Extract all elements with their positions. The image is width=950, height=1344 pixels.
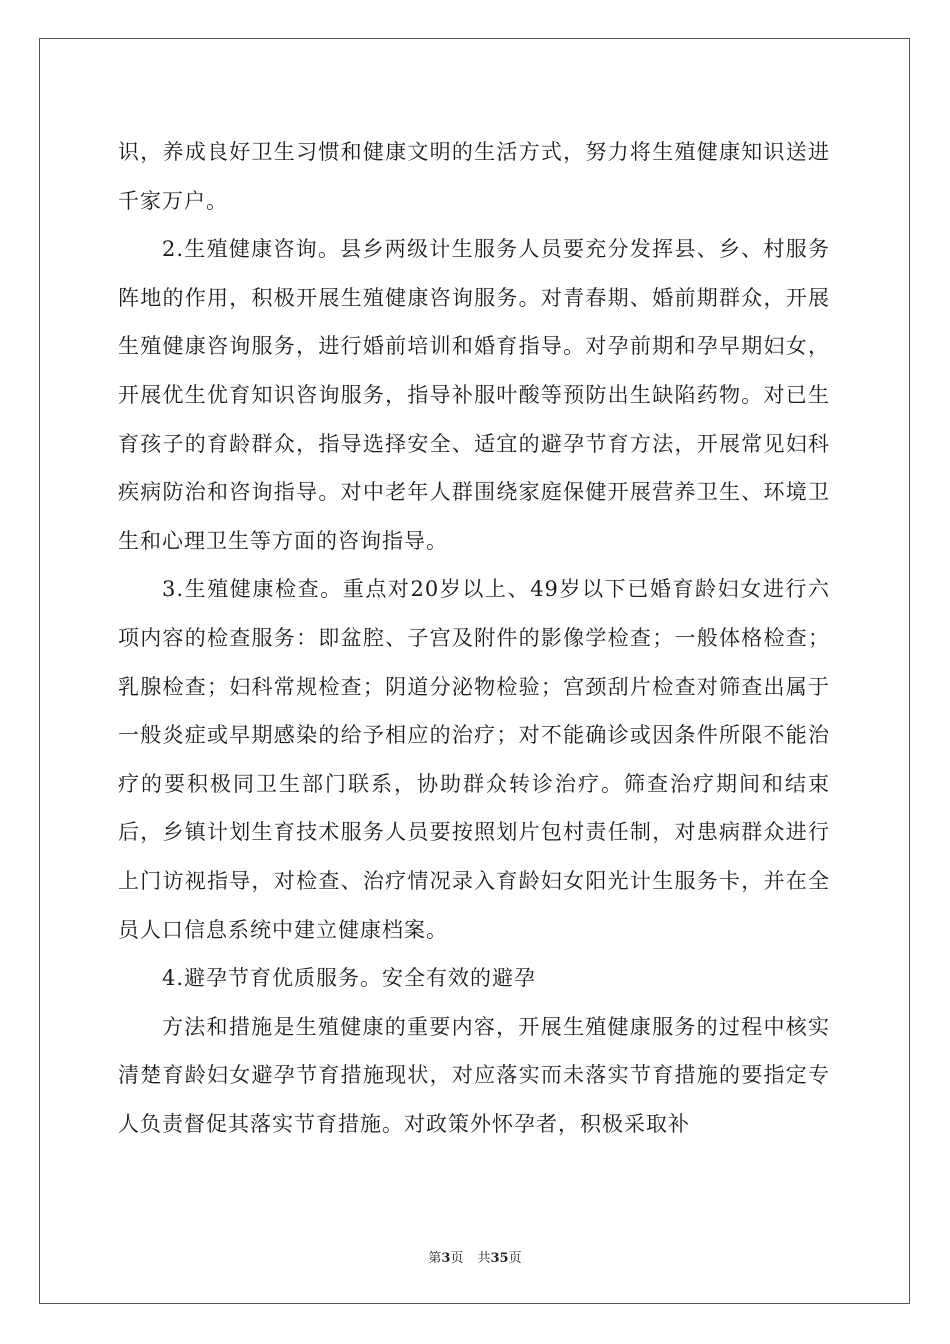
page-prefix: 第 [428,1251,442,1266]
paragraph-2: 2.生殖健康咨询。县乡两级计生服务人员要充分发挥县、乡、村服务阵地的作用，积极开展生殖健康咨询服务。对青春期、婚前期群众，开展生殖健康咨询服务，进行婚前培训和婚育指导。对孕前期和孕早期妇女，开展优生优育知识咨询服务，指导补服叶酸等预防出生缺陷药物。对已生育孩子的育龄群众，指导选择安全、适宜的避孕节育方法，开展常见妇科疾病防治和咨询指导。对中老年人群围绕家庭保健开展营养卫生、环境卫生和心理卫生等方面的咨询指导。 [118,237,830,553]
total-pages: 35 [490,1251,509,1266]
total-prefix: 共 [477,1251,491,1266]
document-body [118,128,830,1148]
paragraph-5: 方法和措施是生殖健康的重要内容，开展生殖健康服务的过程中核实清楚育龄妇女避孕节育措施现状，对应落实而未落实节育措施的要指定专人负责督促其落实节育措施。对政策外怀孕者，积极采取补 [118,1014,830,1136]
page-footer [0,1247,950,1266]
page-number: 3 [441,1251,451,1266]
paragraph-3: 3.生殖健康检查。重点对20岁以上、49岁以下已婚育龄妇女进行六项内容的检查服务：即盆腔、子宫及附件的影像学检查；一般体格检查；乳腺检查；妇科常规检查；阴道分泌物检验；宫颈刮片检查对筛查出属于一般炎症或早期感染的给予相应的治疗；对不能确诊或因条件所限不能治疗的要积极同卫生部门联系，协助群众转诊治疗。筛查治疗期间和结束后，乡镇计划生育技术服务人员要按照划片包村责任制，对患病群众进行上门访视指导，对检查、治疗情况录入育龄妇女阳光计生服务卡，并在全员人口信息系统中建立健康档案。 [118,577,830,942]
paragraph-1: 识，养成良好卫生习惯和健康文明的生活方式，努力将生殖健康知识送进千家万户。 [118,140,830,213]
total-suffix: 页 [508,1251,522,1266]
paragraph-4: 4.避孕节育优质服务。安全有效的避孕 [162,966,537,991]
page-suffix: 页 [450,1251,464,1266]
